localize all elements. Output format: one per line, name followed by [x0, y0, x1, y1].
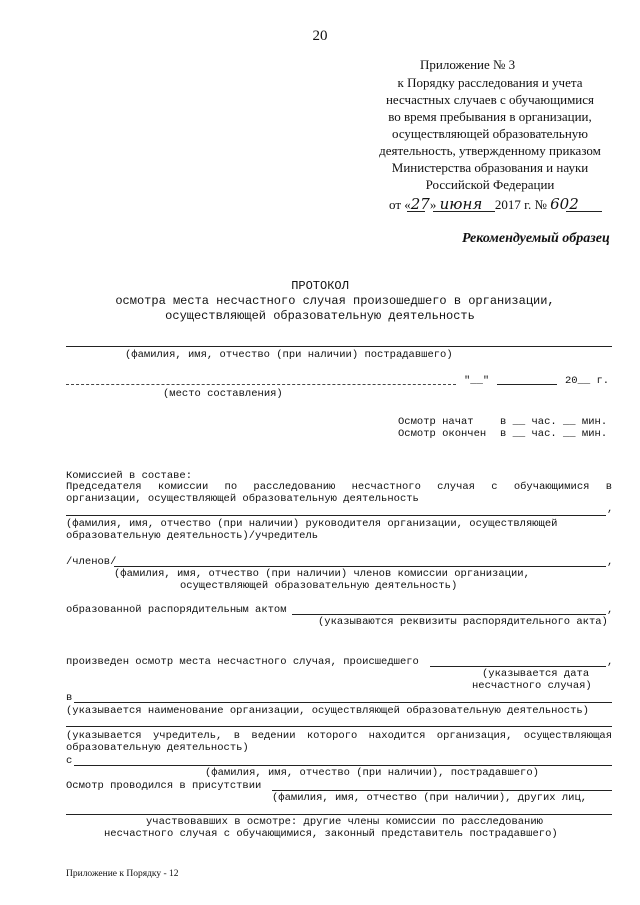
date-caption-line1: (указывается дата: [482, 668, 590, 680]
accident-date-field[interactable]: [430, 666, 606, 667]
appendix-line: деятельность, утвержденному приказом: [379, 143, 601, 158]
inspection-start-time: в __ час. __ мин.: [500, 416, 608, 428]
members-field[interactable]: [114, 566, 606, 567]
organization-caption: (указывается наименование организации, осуществляющей образовательную деятельность): [66, 705, 589, 717]
date-month-underline: [433, 211, 495, 212]
founder-caption-line2: образовательную деятельность): [66, 742, 249, 754]
footer: Приложение к Порядку - 12: [66, 869, 179, 879]
appendix-lines: [340, 74, 640, 193]
founder-caption-line1: (указывается учредитель, в ведении которого находится организация, осуществляющая: [66, 730, 612, 742]
order-caption: (указываются реквизиты распорядительного акта): [318, 616, 608, 628]
founder-field[interactable]: [66, 726, 612, 727]
victim-caption-2: (фамилия, имя, отчество (при наличии), пострадавшего): [205, 767, 539, 779]
appendix-line: осуществляющей образовательную: [392, 126, 588, 141]
with-label: с: [66, 755, 73, 767]
comma-mark: ,: [607, 503, 614, 515]
date-year-field: 20__ г.: [565, 375, 610, 387]
presence-label: Осмотр проводился в присутствии: [66, 780, 262, 792]
protocol-title-line2: осуществляющей образовательную деятельность: [165, 309, 475, 323]
page-number: 20: [312, 28, 328, 44]
appendix-line: Российской Федерации: [425, 177, 555, 192]
appendix-title: Приложение № 3: [420, 57, 516, 72]
victim-field[interactable]: [66, 346, 612, 347]
chairman-field[interactable]: [66, 515, 606, 516]
order-label: образованной распорядительным актом: [66, 604, 287, 616]
inspection-end-label: Осмотр окончен: [398, 428, 487, 440]
comma-mark: ,: [607, 656, 614, 668]
date-quote: "__": [464, 375, 490, 387]
victim-caption: (фамилия, имя, отчество (при наличии) пострадавшего): [125, 349, 453, 361]
participants-line1: участвовавших в осмотре: другие члены комиссии по расследованию: [146, 816, 543, 828]
comma-mark: ,: [607, 556, 614, 568]
members-caption-line1: (фамилия, имя, отчество (при наличии) членов комиссии организации,: [114, 568, 530, 580]
appendix-line: к Порядку расследования и учета: [397, 75, 583, 90]
victim-field-2[interactable]: [74, 765, 612, 766]
appendix-line: несчастных случаев с обучающимися: [385, 92, 595, 107]
protocol-title-line1: осмотра места несчастного случая произошедшего в организации,: [115, 294, 555, 308]
head-caption-line1: (фамилия, имя, отчество (при наличии) руководителя организации, осуществляющей: [66, 518, 558, 530]
date-caption-line2: несчастного случая): [472, 680, 592, 692]
date-month: июня: [439, 195, 483, 213]
chairman-line1: Председателя комиссии по расследованию несчастного случая с обучающимися в: [66, 481, 612, 493]
appendix-line: Министерства образования и науки: [391, 160, 589, 175]
presence-caption: (фамилия, имя, отчество (при наличии), других лиц,: [272, 792, 588, 804]
comma-mark: ,: [607, 604, 614, 616]
date-day: 27: [410, 195, 430, 213]
order-number: 602: [550, 195, 579, 213]
order-number-underline: [566, 211, 602, 212]
head-caption-line2: образовательную деятельность)/учредитель: [66, 530, 319, 542]
inspection-start-label: Осмотр начат: [398, 416, 474, 428]
protocol-heading: ПРОТОКОЛ: [291, 279, 349, 293]
presence-field[interactable]: [272, 790, 612, 791]
date-day-underline: [407, 211, 425, 212]
date-mid: »: [429, 197, 437, 212]
place-caption: (место составления): [163, 388, 283, 400]
participants-line2: несчастного случая с обучающимися, законный представитель пострадавшего): [104, 828, 558, 840]
in-label: в: [66, 692, 73, 704]
inspection-label: произведен осмотр места несчастного случая, происшедшего: [66, 656, 419, 668]
order-field[interactable]: [292, 614, 606, 615]
chairman-line2: организации, осуществляющей образовательную деятельность: [66, 493, 419, 505]
sample-label: Рекомендуемый образец: [462, 231, 610, 246]
date-prefix: от «: [389, 197, 411, 212]
organization-field[interactable]: [74, 702, 612, 703]
inspection-end-time: в __ час. __ мин.: [500, 428, 608, 440]
members-label: /членов/: [66, 556, 117, 568]
appendix-line: во время пребывания в организации,: [388, 109, 592, 124]
date-month-field[interactable]: [497, 384, 557, 385]
members-caption-line2: осуществляющей образовательную деятельность): [180, 580, 458, 592]
place-field[interactable]: [66, 384, 456, 385]
commission-label: Комиссией в составе:: [66, 470, 193, 482]
date-year: 2017 г. №: [494, 197, 547, 212]
presence-field-2[interactable]: [66, 814, 612, 815]
